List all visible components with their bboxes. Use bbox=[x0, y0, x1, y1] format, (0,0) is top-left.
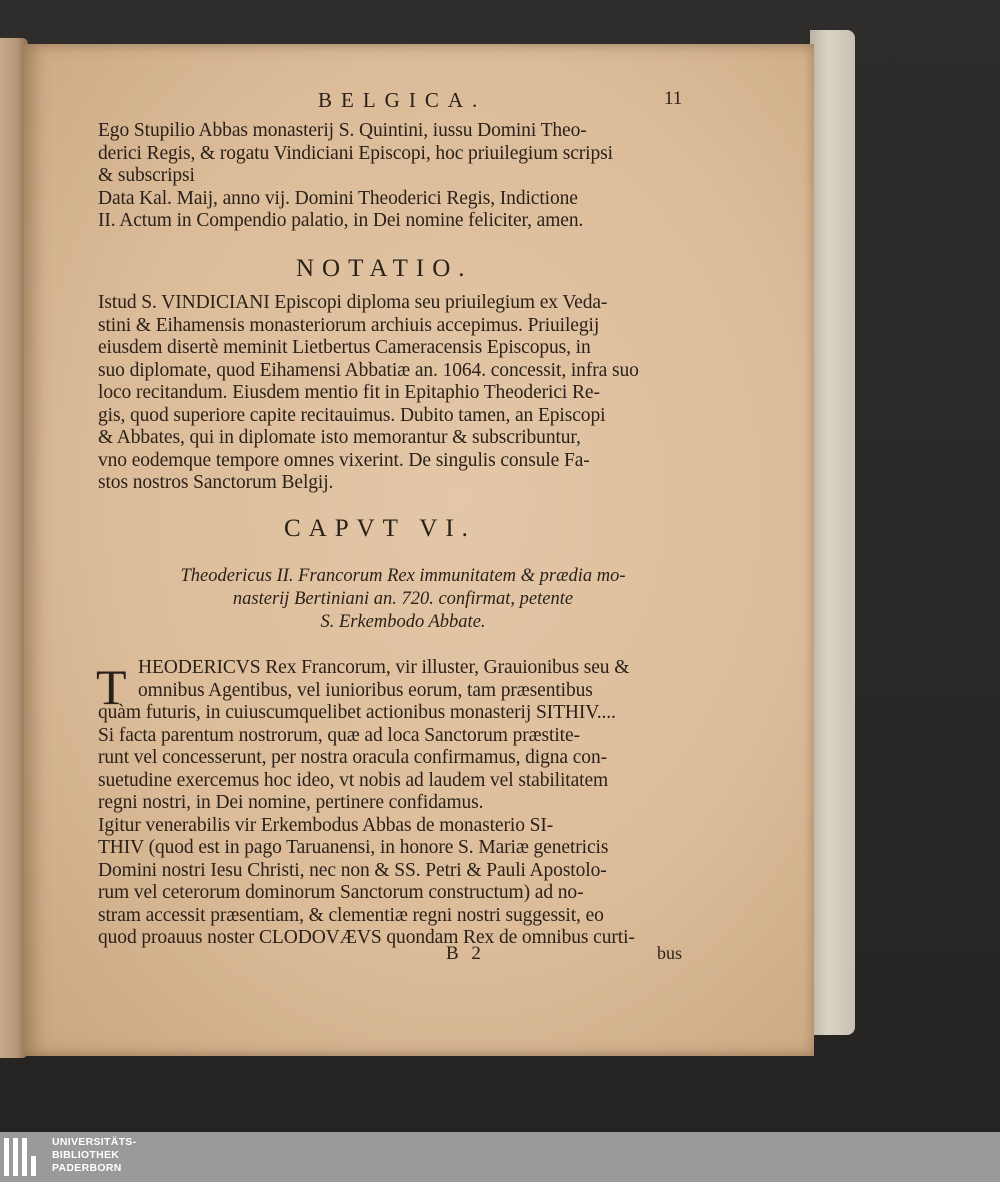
chapter-body bbox=[98, 657, 635, 950]
text-line: suo diplomate, quod Eihamensi Abbatiæ an. 1064. concessit, infra suo bbox=[98, 359, 639, 381]
text-line: stram accessit præsentiam, & clementiæ regni nostri suggessit, eo bbox=[98, 904, 604, 926]
text-line: & subscripsi bbox=[98, 165, 195, 186]
text-line: Istud S. VINDICIANI Episcopi diploma seu priuilegium ex Veda- bbox=[98, 292, 608, 313]
text-line: suetudine exercemus hoc ideo, vt nobis ad laudem vel stabilitatem bbox=[98, 769, 609, 791]
summary-line: nasterij Bertiniani an. 720. confirmat, petente bbox=[232, 589, 574, 609]
library-logo-text bbox=[52, 1136, 136, 1175]
text-line: Si facta parentum nostrorum, quæ ad loca Sanctorum præstite- bbox=[98, 724, 580, 746]
text-line: loco recitandum. Eiusdem mentio fit in Epitaphio Theoderici Re- bbox=[98, 382, 600, 403]
text-line: Data Kal. Maij, anno vij. Domini Theoderici Regis, Indictione bbox=[98, 187, 578, 209]
text-line: stos nostros Sanctorum Belgij. bbox=[98, 472, 334, 493]
running-head: BELGICA. bbox=[318, 88, 487, 112]
text-line: gis, quod superiore capite recitauimus. Dubito tamen, an Episcopi bbox=[98, 404, 606, 426]
charter-subscription bbox=[98, 120, 613, 233]
text-line: regni nostri, in Dei nomine, pertinere confidamus. bbox=[98, 792, 484, 813]
drop-cap: T bbox=[96, 659, 127, 715]
chapter-summary bbox=[118, 565, 688, 634]
summary-line: Theodericus II. Francorum Rex immunitatem & prædia mo- bbox=[180, 566, 626, 586]
text-line: rum vel ceterorum dominorum Sanctorum constructum) ad no- bbox=[98, 882, 584, 903]
text-line: THIV (quod est in pago Taruanensi, in honore S. Mariæ genetricis bbox=[98, 837, 609, 858]
text-line: Domini nostri Iesu Christi, nec non & SS. Petri & Pauli Apostolo- bbox=[98, 859, 607, 881]
book-cover-edge bbox=[810, 30, 855, 1035]
text-line: II. Actum in Compendio palatio, in Dei nomine feliciter, amen. bbox=[98, 210, 584, 231]
summary-line: S. Erkembodo Abbate. bbox=[320, 612, 486, 632]
text-line: omnibus Agentibus, vel iunioribus eorum, tam præsentibus bbox=[138, 679, 593, 701]
chapter-heading: CAPVT VI. bbox=[284, 515, 476, 542]
page-number: 11 bbox=[664, 88, 683, 109]
logo-text-line: BIBLIOTHEK bbox=[52, 1149, 120, 1161]
text-line: HEODERICVS Rex Francorum, vir illuster, Grauionibus seu & bbox=[138, 657, 630, 678]
text-line: & Abbates, qui in diplomate isto memorantur & subscribuntur, bbox=[98, 427, 581, 448]
text-line: quàm futuris, in cuiuscumquelibet actionibus monasterij SITHIV.... bbox=[98, 702, 616, 723]
catchword: bus bbox=[657, 943, 683, 963]
section-heading-notatio: NOTATIO. bbox=[296, 255, 473, 282]
text-line: vno eodemque tempore omnes vixerint. De singulis consule Fa- bbox=[98, 449, 590, 471]
text-line: derici Regis, & rogatu Vindiciani Episcopi, hoc priuilegium scripsi bbox=[98, 142, 613, 164]
text-line: quod proauus noster CLODOVÆVS quondam Rex de omnibus curti- bbox=[98, 927, 635, 948]
text-line: Ego Stupilio Abbas monasterij S. Quintini, iussu Domini Theo- bbox=[98, 120, 587, 141]
notatio-paragraph bbox=[98, 292, 639, 495]
logo-text-line: PADERBORN bbox=[52, 1162, 122, 1174]
logo-text-line: UNIVERSITÄTS- bbox=[52, 1136, 137, 1148]
library-logo-icon bbox=[4, 1138, 44, 1176]
library-footer bbox=[0, 1132, 1000, 1182]
text-line: runt vel concesserunt, per nostra oracula confirmamus, digna con- bbox=[98, 747, 607, 768]
text-line: eiusdem disertè meminit Lietbertus Cameracensis Episcopus, in bbox=[98, 337, 591, 358]
text-line: stini & Eihamensis monasteriorum archiuis accepimus. Priuilegij bbox=[98, 314, 600, 336]
signature-mark: B 2 bbox=[446, 943, 485, 964]
text-line: Igitur venerabilis vir Erkembodus Abbas de monasterio SI- bbox=[98, 814, 554, 836]
